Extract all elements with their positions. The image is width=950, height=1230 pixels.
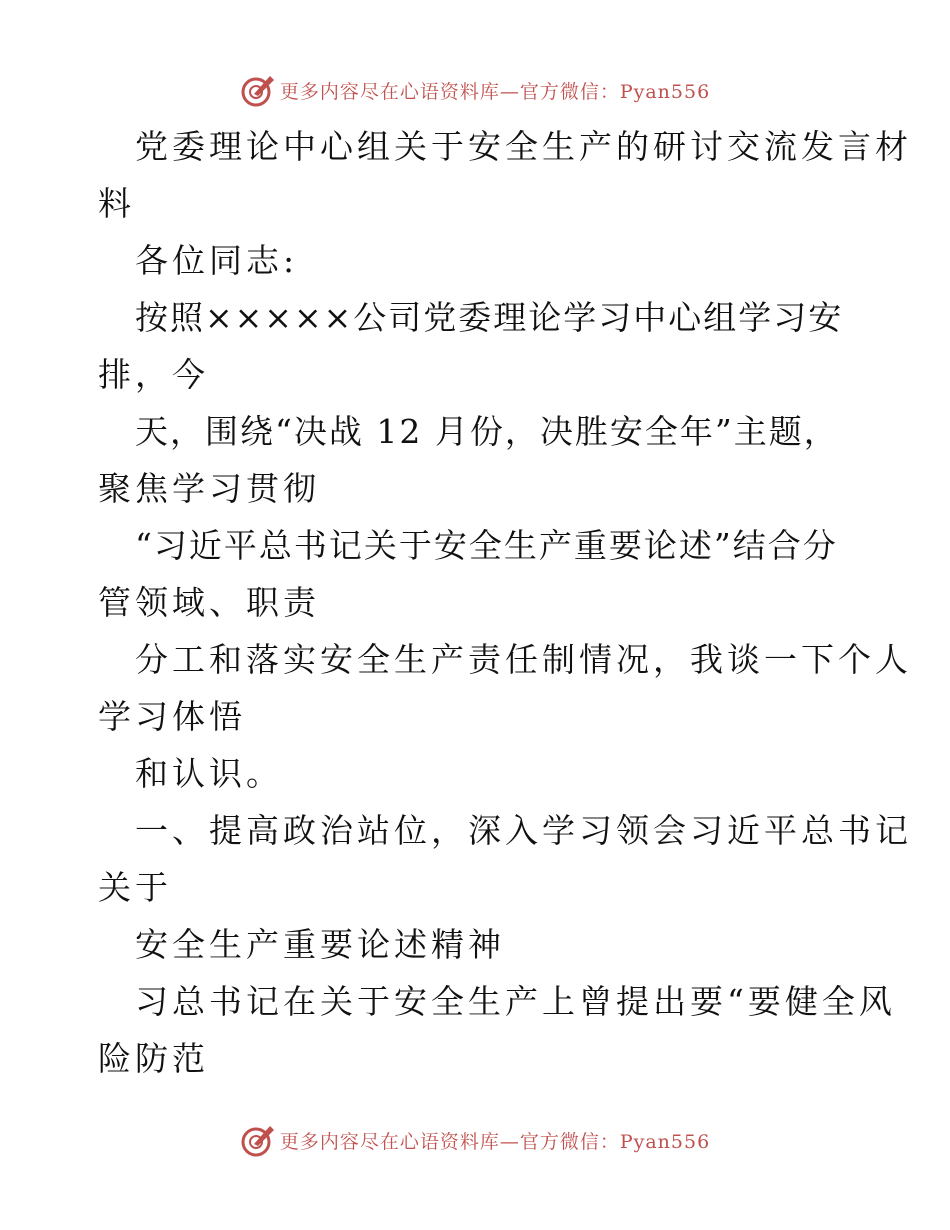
section-heading-cont: 安全生产重要论述精神 [135,925,505,964]
banner-text: 更多内容尽在心语资料库—官方微信：Pyan556 [279,1130,711,1153]
paragraph-line: 天，围绕“决战 12 月份，决胜安全年”主题， [135,412,839,451]
paragraph-line: “习近平总书记关于安全生产重要论述”结合分 [135,526,838,565]
wechat-id: Pyan556 [619,1130,711,1153]
paragraph-line: 聚焦学习贯彻 [98,469,320,508]
footer-banner [0,1120,950,1160]
paragraph-line: 和认识。 [135,754,283,793]
section-heading: 一、提高政治站位，深入学习领会习近平总书记 [135,811,912,850]
pen-logo-icon [240,72,276,108]
title-line: 党委理论中心组关于安全生产的研讨交流发言材 [135,127,912,166]
salutation: 各位同志: [135,241,299,280]
paragraph-line: 学习体悟 [98,697,246,736]
paragraph-line: 险防范 [98,1039,209,1078]
paragraph-line: 按照×××××公司党委理论学习中心组学习安 [135,298,844,337]
document-body [98,118,912,1087]
banner-text: 更多内容尽在心语资料库—官方微信：Pyan556 [279,80,711,103]
paragraph-line: 管领域、职责 [98,583,320,622]
paragraph-line: 分工和落实安全生产责任制情况，我谈一下个人 [135,640,912,679]
paragraph-line: 习总书记在关于安全生产上曾提出要“要健全风 [135,982,896,1021]
section-heading-cont: 关于 [98,868,172,907]
wechat-id: Pyan556 [619,80,711,103]
pen-logo-icon [240,1122,276,1158]
title-line-cont: 料 [98,184,135,223]
header-banner [0,70,950,110]
paragraph-line: 排，今 [98,355,209,394]
